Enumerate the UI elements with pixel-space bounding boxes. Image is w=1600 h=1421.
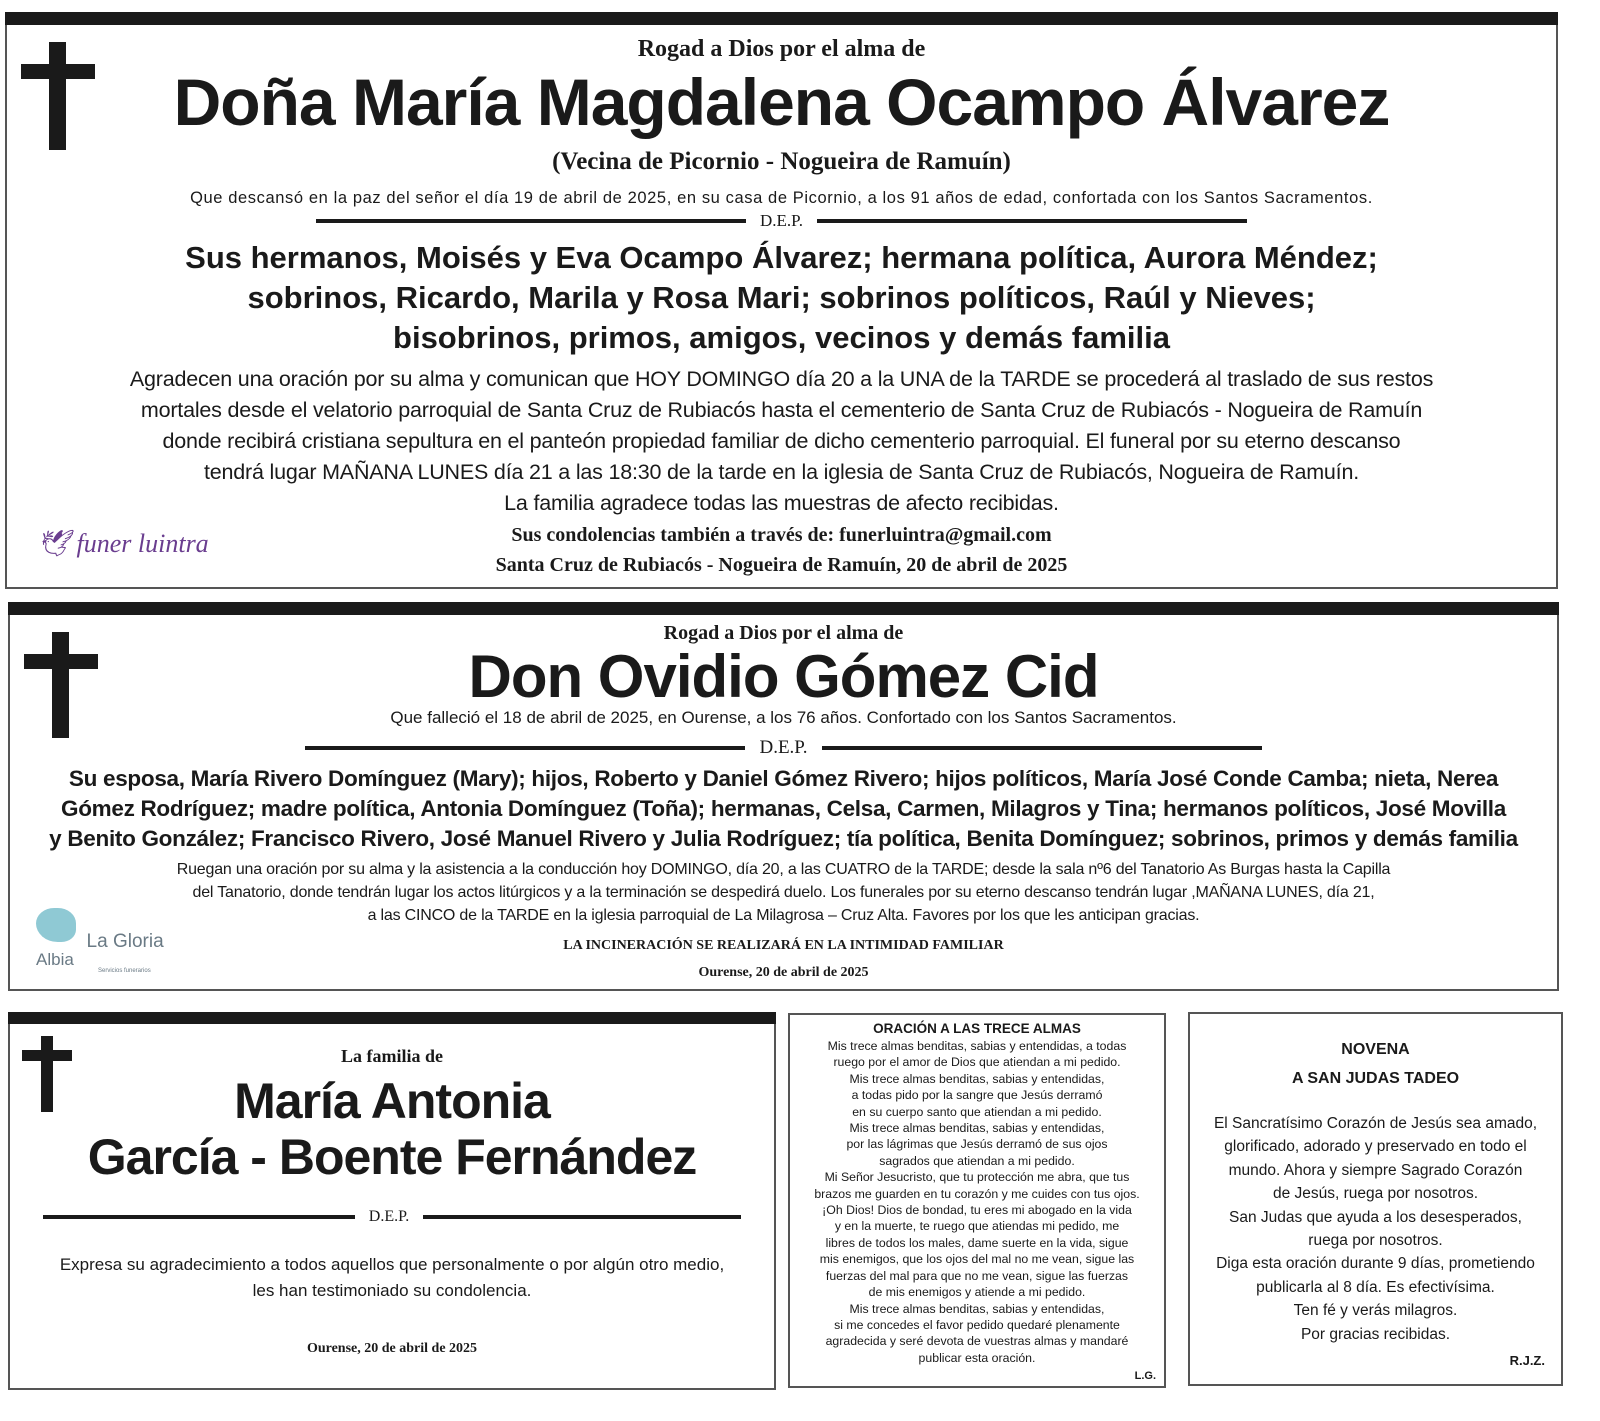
funeral-home-logo: 🕊 funer luintra bbox=[37, 529, 209, 558]
text-line: Mis trece almas benditas, sabias y entendidas, bbox=[849, 1071, 1105, 1086]
text-line: fuerzas del mal para que no me vean, sigue las fuerzas bbox=[825, 1268, 1129, 1283]
deceased-name-line2: García - Boente Fernández bbox=[87, 1129, 697, 1185]
prayer-thirteen-souls bbox=[788, 1013, 1166, 1388]
dep-divider: D.E.P. bbox=[10, 736, 1557, 759]
text-line: Por gracias recibidas. bbox=[1300, 1325, 1451, 1343]
obituary-notice-garcia bbox=[8, 1012, 776, 1390]
family-list: Su esposa, María Rivero Domínguez (Mary); hijos, Roberto y Daniel Gómez Rivero; hijos políticos, María José Conde Camba; nieta, Nerea Gómez Rodríguez; madre política, Antonia Domínguez (Toña); hermanas, Celsa, Carmen, Milagros y Tina; hermanos políticos, José Movilla y Benito González; Francisco Rivero, José Manuel Rivero y Julia Rodríguez; tía política, Benita Domínguez; sobrinos, primos y demás familia bbox=[49, 766, 1518, 851]
text-line: ¡Oh Dios! Dios de bondad, tu eres mi abogado en la vida bbox=[822, 1203, 1132, 1218]
text-line: Diga esta oración durante 9 días, prometiendo bbox=[1216, 1255, 1535, 1273]
intro-text: La familia de bbox=[341, 1046, 443, 1066]
text-line: si me concedes el favor pedido quedaré plenamente bbox=[834, 1317, 1120, 1332]
text-line: Ten fé y verás milagros. bbox=[1293, 1302, 1458, 1320]
prayer-text bbox=[790, 1038, 1164, 1366]
text-line: de mis enemigos y atiende a mi pedido. bbox=[868, 1285, 1086, 1300]
place-date: Ourense, 20 de abril de 2025 bbox=[306, 1341, 478, 1356]
text-line: ruego por el amor de Dios que atiendan a mi pedido. bbox=[833, 1055, 1121, 1070]
text-line: y en la muerte, te ruego que atiendas mi pedido, me bbox=[834, 1219, 1120, 1234]
text-line: glorificado, adorado y preservado en todo el bbox=[1224, 1138, 1527, 1156]
deceased-name-line1: María Antonia bbox=[234, 1073, 550, 1129]
text-line: en su cuerpo santo que atiendan a mi pedido. bbox=[852, 1104, 1102, 1119]
family-list: Sus hermanos, Moisés y Eva Ocampo Álvarez; hermana política, Aurora Méndez; sobrinos, Ricardo, Marila y Rosa Mari; sobrinos políticos, Raúl y Nieves; bisobrinos, primos, amigos, vecinos y demás familia bbox=[185, 240, 1378, 355]
prayer-title: ORACIÓN A LAS TRECE ALMAS bbox=[873, 1021, 1081, 1036]
prayer-signature: L.G. bbox=[1134, 1369, 1156, 1382]
cremation-note: LA INCINERACIÓN SE REALIZARÁ EN LA INTIMIDAD FAMILIAR bbox=[563, 938, 1004, 953]
intro-text: Rogad a Dios por el alma de bbox=[637, 36, 926, 62]
text-line: por las lágrimas que Jesús derramó de sus ojos bbox=[846, 1137, 1108, 1152]
novena-signature: R.J.Z. bbox=[1509, 1353, 1545, 1368]
dove-icon: 🕊 bbox=[37, 529, 71, 558]
text-line: Mi Señor Jesucristo, que tu protección me abra, que tus bbox=[824, 1170, 1130, 1185]
novena-title: NOVENA bbox=[1341, 1041, 1410, 1058]
novena-text bbox=[1190, 1112, 1561, 1346]
text-line: sagrados que atiendan a mi pedido. bbox=[879, 1153, 1075, 1168]
top-bar bbox=[5, 12, 1558, 25]
text-line: libres de todos los males, dame suerte en la vida, sigue bbox=[825, 1235, 1129, 1250]
novena-san-judas bbox=[1188, 1012, 1563, 1386]
albia-drop-icon bbox=[36, 908, 76, 942]
text-line: Mis trece almas benditas, sabias y entendidas, bbox=[849, 1121, 1105, 1136]
residence: (Vecina de Picornio - Nogueira de Ramuín) bbox=[552, 148, 1011, 175]
funeral-details: Ruegan una oración por su alma y la asistencia a la conducción hoy DOMINGO, día 20, a las CUATRO de la TARDE; desde la sala nº6 del Tanatorio As Burgas hasta la Capilla del Tanatorio, donde tendrán lugar los actos litúrgicos y a la terminación se despedirá duelo. Los funerales por su eterno descanso tendrán lugar ,MAÑANA LUNES, día 21, a las CINCO de la TARDE en la iglesia parroquial de La Milagrosa – Cruz Alta. Favores por los que les anticipan gracias. bbox=[176, 861, 1391, 924]
thanks: La familia agradece todas las muestras de afecto recibidas. bbox=[504, 491, 1059, 515]
text-line: San Judas que ayuda a los desesperados, bbox=[1229, 1208, 1522, 1226]
dep-divider: D.E.P. bbox=[10, 1208, 774, 1226]
text-line: Mis trece almas benditas, sabias y entendidas, a todas bbox=[827, 1039, 1127, 1053]
deceased-name: Doña María Magdalena Ocampo Álvarez bbox=[173, 65, 1390, 139]
top-bar bbox=[8, 602, 1559, 615]
obituary-notice-gomez bbox=[8, 602, 1559, 991]
text-line: El Sancratísimo Corazón de Jesús sea amado, bbox=[1213, 1115, 1538, 1132]
text-line: mundo. Ahora y siempre Sagrado Corazón bbox=[1228, 1161, 1523, 1179]
condolences-email[interactable]: Sus condolencias también a través de: funerluintra@gmail.com bbox=[511, 524, 1052, 546]
funeral-home-logo: Albia La Gloria Servicios funerarios bbox=[36, 908, 156, 971]
top-bar bbox=[8, 1012, 776, 1024]
novena-subtitle: A SAN JUDAS TADEO bbox=[1291, 1070, 1460, 1087]
place-date: Ourense, 20 de abril de 2025 bbox=[698, 965, 869, 980]
text-line: a todas pido por la sangre que Jesús derramó bbox=[851, 1088, 1103, 1103]
place-date: Santa Cruz de Rubiacós - Nogueira de Ramuín, 20 de abril de 2025 bbox=[495, 554, 1068, 576]
text-line: ruega por nosotros. bbox=[1308, 1232, 1443, 1250]
dep-divider: D.E.P. bbox=[7, 210, 1556, 231]
deceased-name: Don Ovidio Gómez Cid bbox=[468, 643, 1099, 710]
text-line: publicarla al 8 día. Es efectivísima. bbox=[1256, 1278, 1495, 1296]
obituary-notice-ocampo bbox=[5, 12, 1558, 589]
intro-text: Rogad a Dios por el alma de bbox=[663, 622, 904, 644]
death-info: Que descansó en la paz del señor el día 19 de abril de 2025, en su casa de Picornio, a los 91 años de edad, confortada con los Santos Sacramentos. bbox=[190, 189, 1373, 207]
text-line: de Jesús, ruega por nosotros. bbox=[1272, 1185, 1479, 1203]
text-line: brazos me guarden en tu corazón y me cuides con tus ojos. bbox=[814, 1186, 1140, 1201]
text-line: publicar esta oración. bbox=[918, 1350, 1036, 1365]
text-line: mis enemigos, que los ojos del mal no me vean, sigue las bbox=[819, 1252, 1135, 1267]
text-line: Mis trece almas benditas, sabias y entendidas, bbox=[849, 1301, 1105, 1316]
funeral-details: Agradecen una oración por su alma y comunican que HOY DOMINGO día 20 a la UNA de la TARDE se procederá al traslado de sus restos mortales desde el velatorio parroquial de Santa Cruz de Rubiacós hasta el cementerio de Santa Cruz de Rubiacós - Nogueira de Ramuín donde recibirá cristiana sepultura en el panteón propiedad familiar de dicho cementerio parroquial. El funeral por su eterno descanso tendrá lugar MAÑANA LUNES día 21 a las 18:30 de la tarde en la iglesia de Santa Cruz de Rubiacós, Nogueira de Ramuín. La familia agradece todas las muestras de afecto recibidas. bbox=[7, 364, 1556, 519]
death-info: Que falleció el 18 de abril de 2025, en Ourense, a los 76 años. Confortado con los Santos Sacramentos. bbox=[390, 708, 1177, 727]
text-line: agradecida y seré devota de vuestras almas y mandaré bbox=[825, 1334, 1129, 1349]
thanks-text: Expresa su agradecimiento a todos aquellos que personalmente o por algún otro medio, les han testimoniado su condolencia. bbox=[59, 1255, 725, 1300]
